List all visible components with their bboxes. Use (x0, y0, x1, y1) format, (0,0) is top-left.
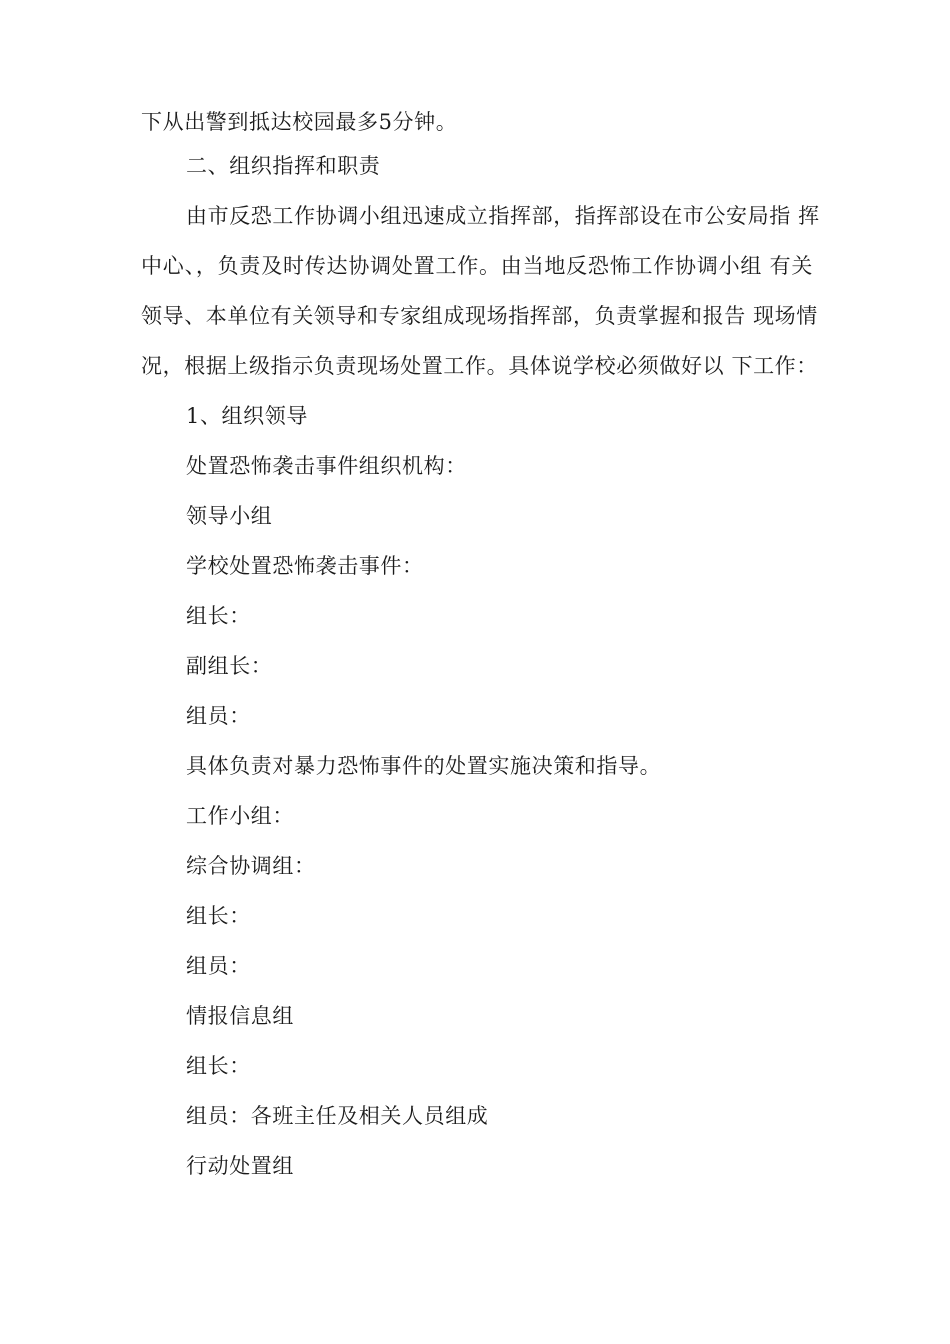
text-line: 副组长： (186, 654, 273, 678)
subsection-heading: 1、组织领导 (186, 404, 308, 428)
text-line: 综合协调组： (186, 854, 316, 878)
text-line: 组员：各班主任及相关人员组成 (186, 1104, 489, 1128)
text-line: 况，根据上级指示负责现场处置工作。具体说学校必须做好以 下工作： (141, 354, 818, 378)
text-line: 行动处置组 (186, 1154, 294, 1178)
text-line: 工作小组： (186, 804, 294, 828)
text-line: 组长： (186, 1054, 251, 1078)
text-line: 组员： (186, 704, 251, 728)
text-line: 组长： (186, 904, 251, 928)
text-line: 由市反恐工作协调小组迅速成立指挥部，指挥部设在市公安局指 挥 (186, 204, 820, 228)
section-heading: 二、组织指挥和职责 (186, 154, 381, 178)
text-line: 学校处置恐怖袭击事件： (186, 554, 424, 578)
text-line: 组长： (186, 604, 251, 628)
text-line: 组员： (186, 954, 251, 978)
text-line: 中心、，负责及时传达协调处置工作。由当地反恐怖工作协调小组 有关 (141, 254, 813, 278)
text-line: 情报信息组 (186, 1004, 294, 1028)
text-line: 处置恐怖袭击事件组织机构： (186, 454, 467, 478)
text-line: 下从出警到抵达校园最多5分钟。 (141, 110, 458, 134)
text-line: 领导、本单位有关领导和专家组成现场指挥部，负责掌握和报告 现场情 (141, 304, 818, 328)
text-line: 具体负责对暴力恐怖事件的处置实施决策和指导。 (186, 754, 662, 778)
text-line: 领导小组 (186, 504, 273, 528)
